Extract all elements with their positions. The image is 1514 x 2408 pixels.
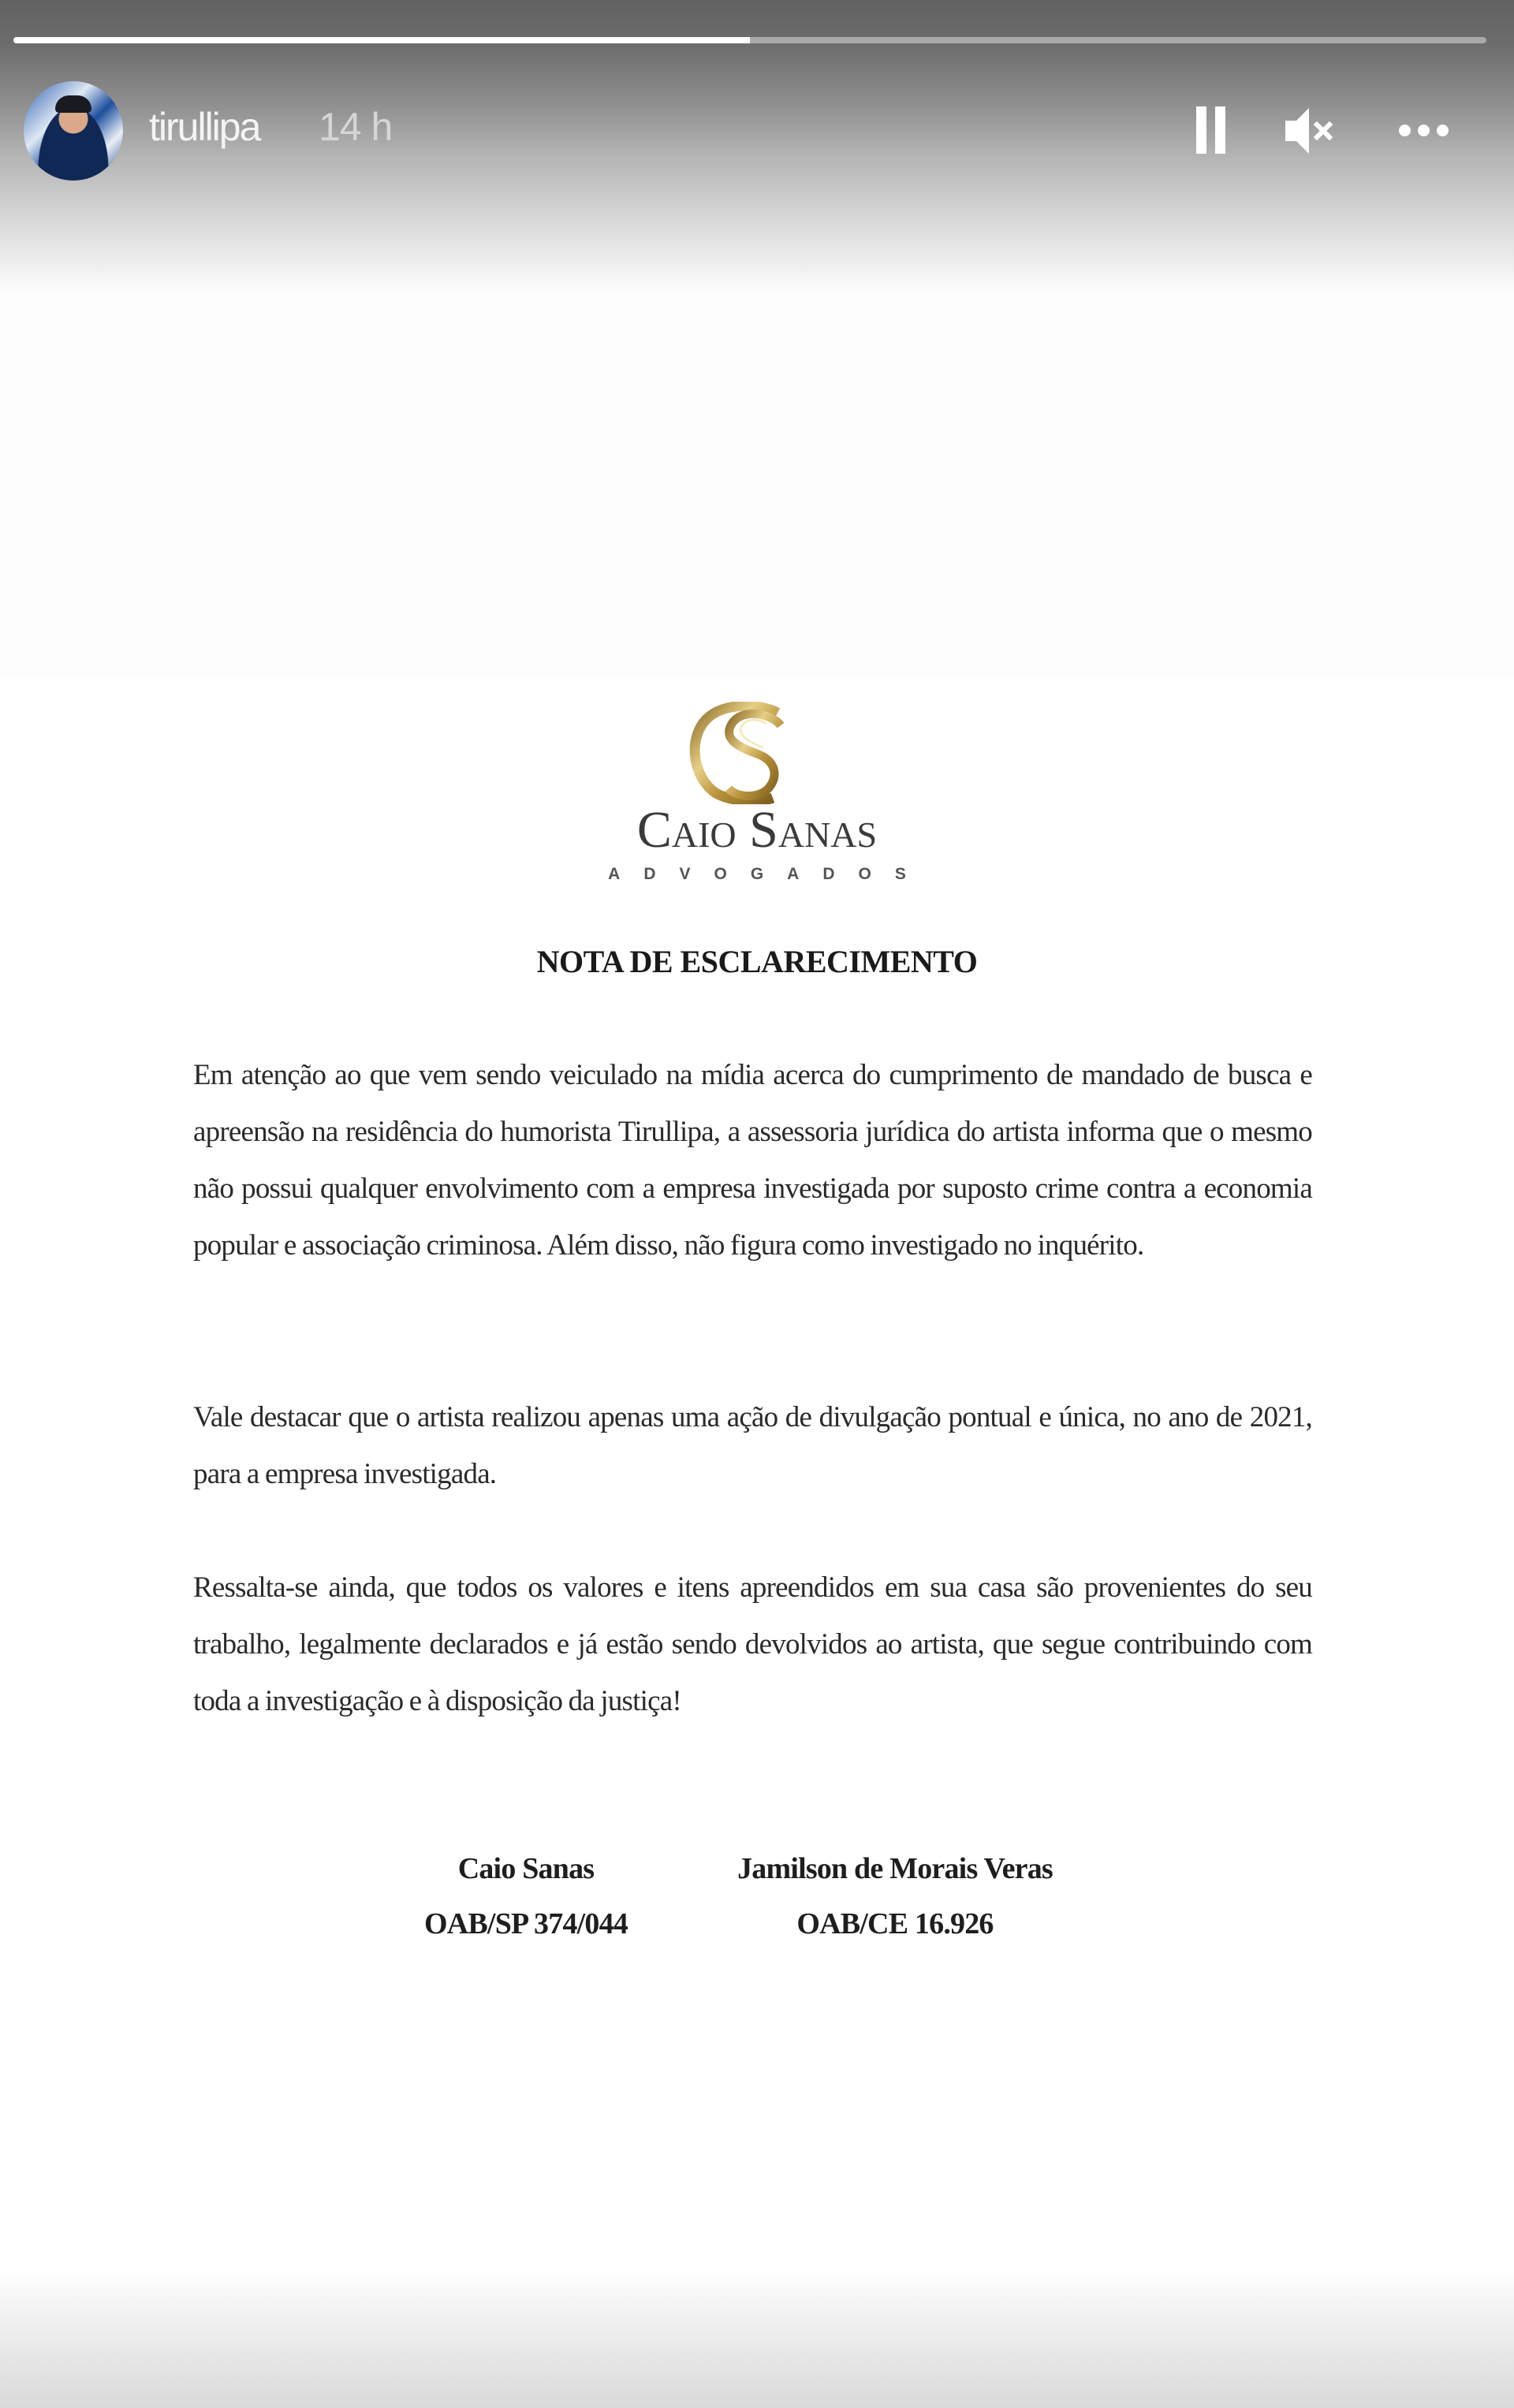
law-firm-name: Caio Sanas: [636, 801, 878, 859]
more-options-icon: [1399, 125, 1411, 136]
story-timestamp: 14 h: [319, 105, 393, 149]
signatory-name: Jamilson de Morais Veras: [737, 1852, 1053, 1885]
signature-block-1: [368, 1841, 684, 1951]
paragraph-2: Vale destacar que o artista realizou apenas uma ação de divulgação pontual e única, no ano de 2021, para a empresa investigada.: [193, 1401, 1312, 1490]
more-options-icon: [1437, 125, 1449, 136]
signature-block-2: [698, 1841, 1092, 1951]
paragraph-3: Ressalta-se ainda, que todos os valores e itens apreendidos em sua casa são provenientes do seu trabalho, legalmente declarados e já estão sendo devolvidos ao artista, que segue contribuindo com toda a investigação e à disposição da justiça!: [193, 1571, 1312, 1717]
cs-monogram-icon: [684, 702, 795, 804]
pause-icon: [1215, 106, 1225, 154]
story-progress-bar: [13, 37, 1486, 43]
avatar-image: [55, 95, 91, 113]
story-username[interactable]: tirullipa: [149, 105, 260, 149]
signatory-name: Caio Sanas: [457, 1852, 595, 1885]
bottom-gradient-overlay: [0, 2271, 1514, 2408]
law-firm-subtitle: ADVOGADOS: [608, 865, 930, 883]
speaker-muted-icon: [1284, 105, 1339, 157]
law-firm-logo: [568, 694, 946, 899]
mute-button[interactable]: [1284, 105, 1339, 157]
story-progress-fill: [13, 37, 750, 43]
document-title: NOTA DE ESCLARECIMENTO: [536, 944, 978, 979]
more-options-icon: [1418, 125, 1430, 136]
signatory-registration: OAB/SP 374/044: [423, 1907, 628, 1940]
paragraph-1: Em atenção ao que vem sendo veiculado na mídia acerca do cumprimento de mandado de busca e apreensão na residência do humorista Tirullipa, a assessoria jurídica do artista informa que o mesmo não possui qualquer envolvimento com a empresa investigada por suposto crime contra a economia popular e associação criminosa. Além disso, não figura como investigado no inquérito.: [193, 1059, 1312, 1262]
pause-button[interactable]: [1192, 103, 1232, 158]
more-options-button[interactable]: [1394, 118, 1454, 144]
signatory-registration: OAB/CE 16.926: [796, 1907, 994, 1940]
pause-icon: [1196, 106, 1206, 154]
avatar[interactable]: [24, 81, 123, 181]
